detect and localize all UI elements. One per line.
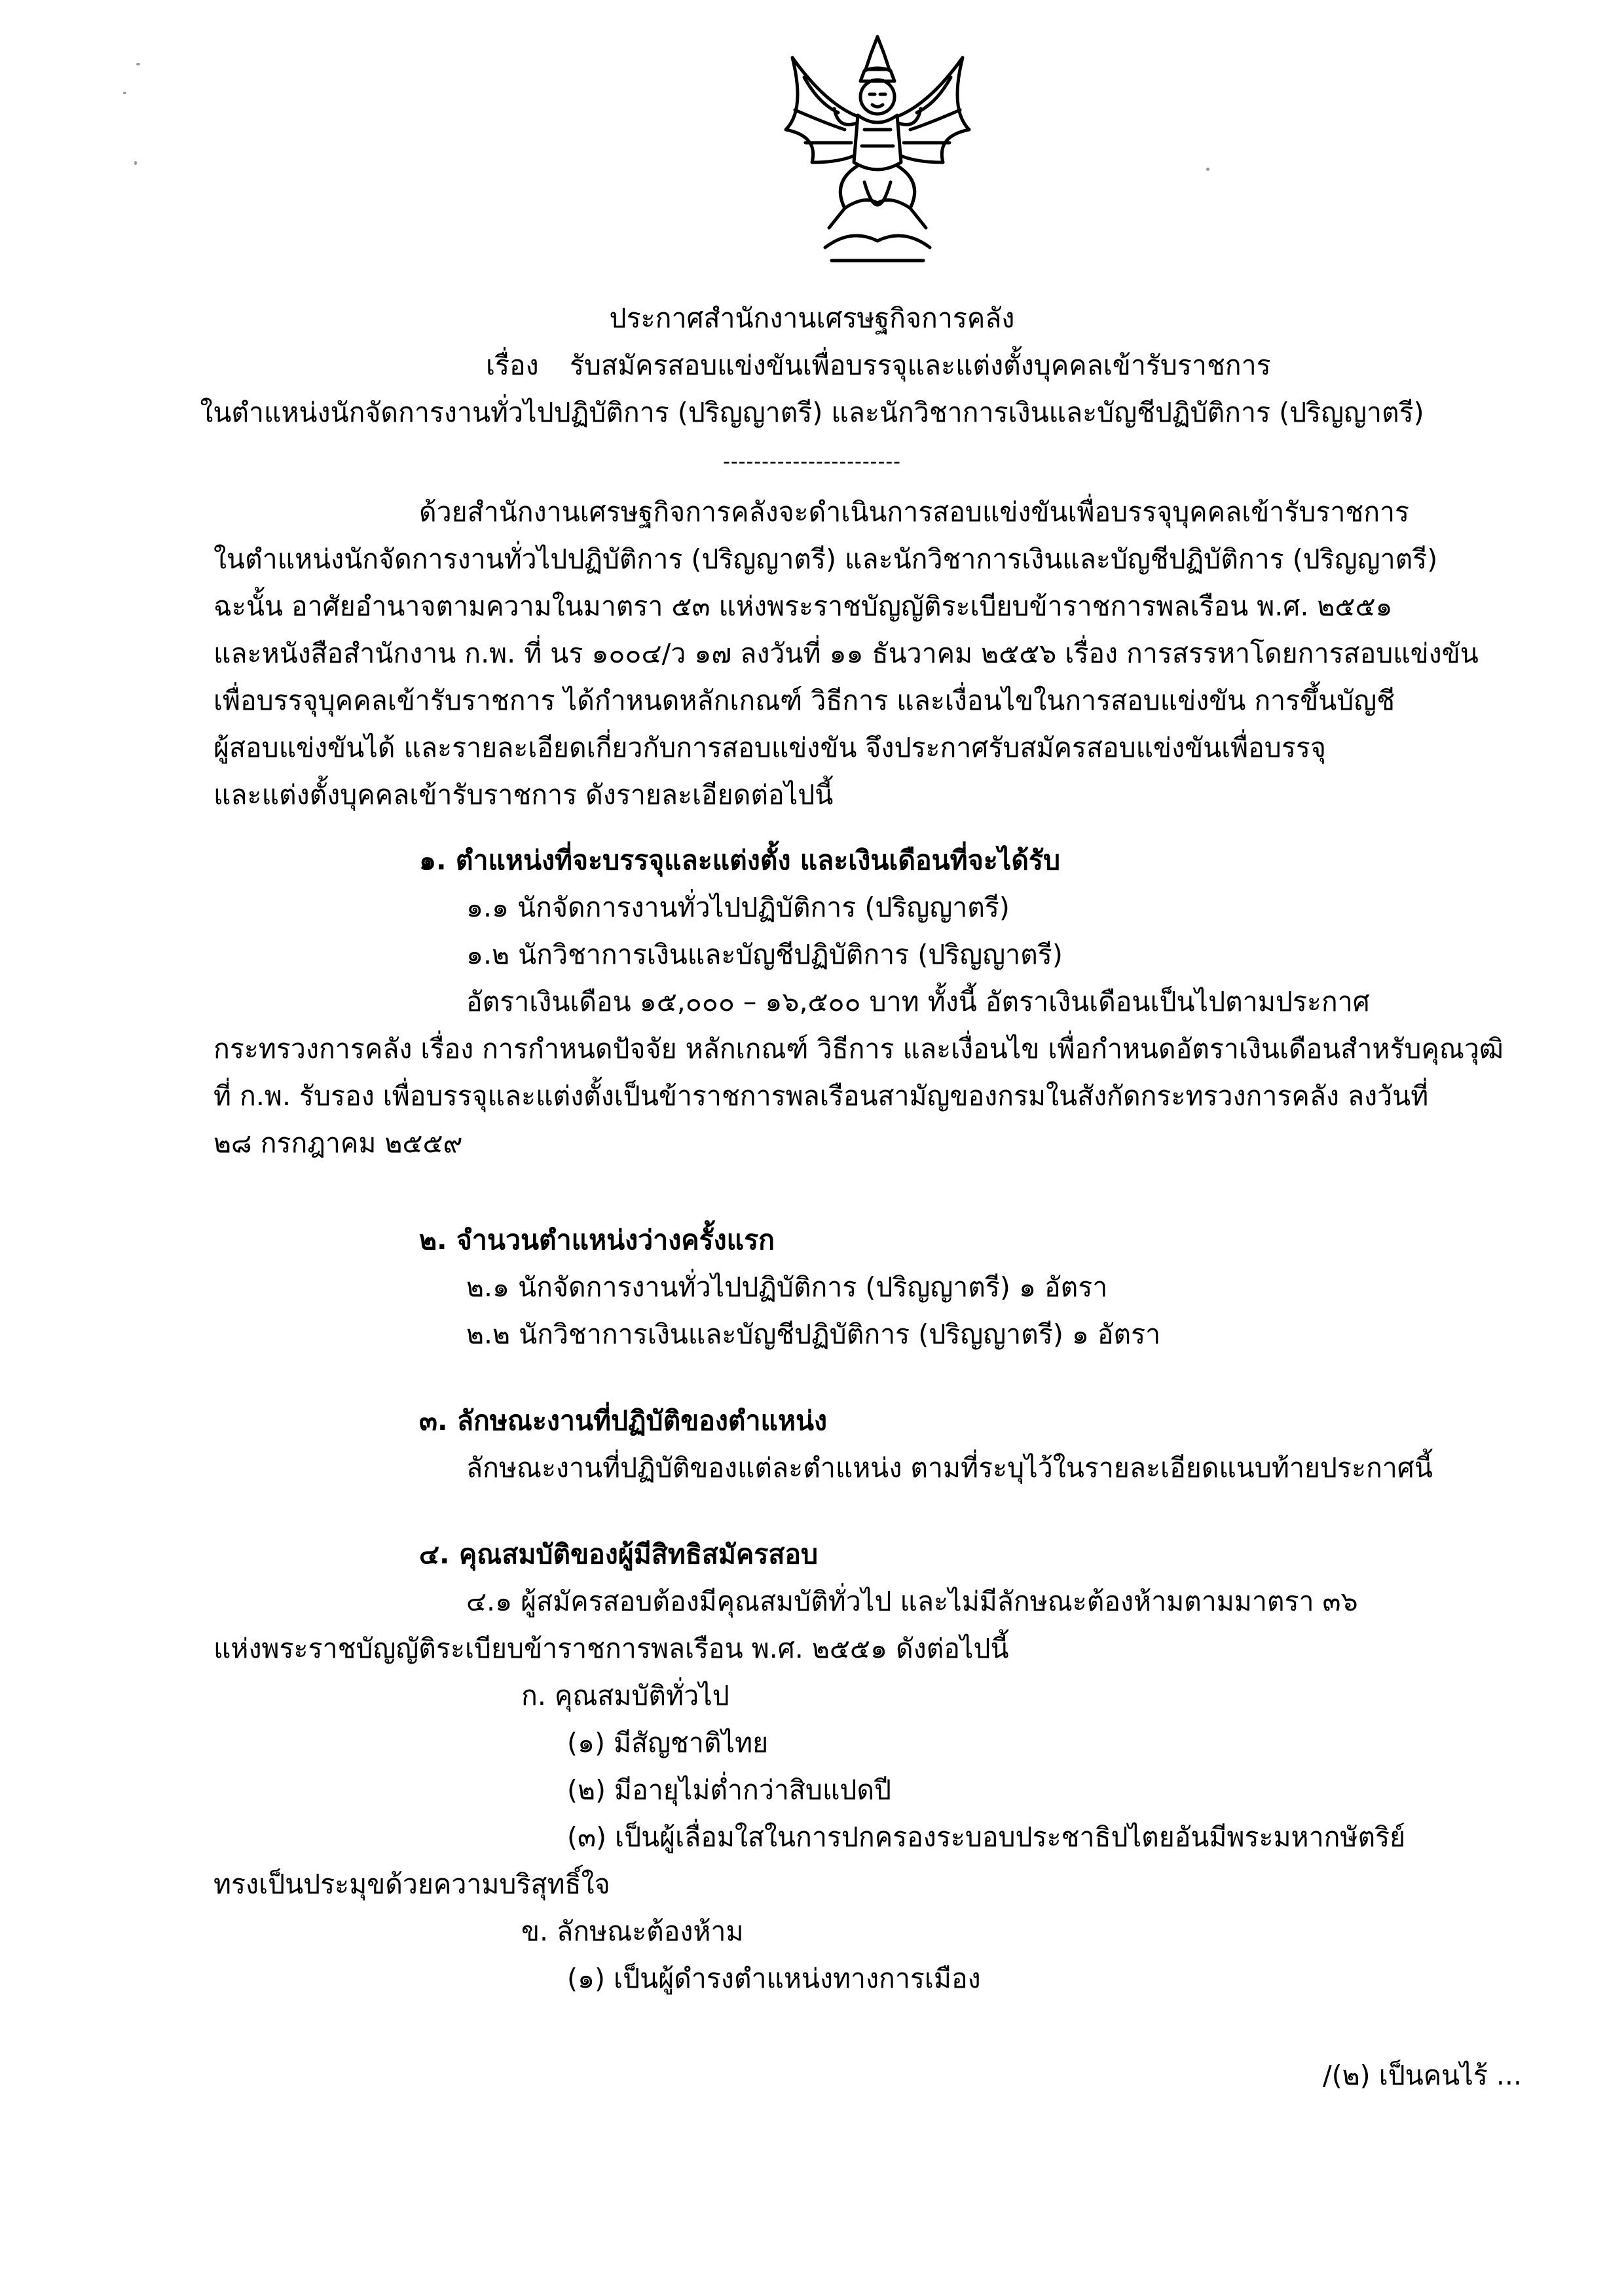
- intro-line: ฉะนั้น อาศัยอำนาจตามความในมาตรา ๕๓ แห่งพระราชบัญญัติระเบียบข้าราชการพลเรือน พ.ศ. ๒๕๕๑: [213, 591, 1393, 622]
- prohibited-item: (๑) เป็นผู้ดำรงตำแหน่งทางการเมือง: [567, 1963, 981, 1994]
- qualification-item: (๑) มีสัญชาติไทย: [567, 1727, 769, 1758]
- salary-line: ๒๘ กรกฎาคม ๒๕๕๙: [213, 1127, 463, 1159]
- scan-speck: [136, 63, 140, 65]
- intro-line: ด้วยสำนักงานเศรษฐกิจการคลังจะดำเนินการสอบแข่งขันเพื่อบรรจุบุคคลเข้ารับราชการ: [419, 496, 1410, 528]
- intro-line: ในตำแหน่งนักจัดการงานทั่วไปปฏิบัติการ (ปริญญาตรี) และนักวิชาการเงินและบัญชีปฏิบัติการ (ปริญญาตรี): [213, 543, 1438, 575]
- announcement-title: ประกาศสำนักงานเศรษฐกิจการคลัง: [609, 302, 1015, 334]
- salary-line: อัตราเงินเดือน ๑๕,๐๐๐ – ๑๖,๕๐๐ บาท ทั้งนี้ อัตราเงินเดือนเป็นไปตามประกาศ: [466, 986, 1370, 1017]
- section-4-heading: ๔. คุณสมบัติของผู้มีสิทธิสมัครสอบ: [419, 1539, 819, 1570]
- section-2-heading: ๒. จำนวนตำแหน่งว่างครั้งแรก: [419, 1224, 775, 1256]
- subject-text: รับสมัครสอบแข่งขันเพื่อบรรจุและแต่งตั้งบุคคลเข้ารับราชการ: [570, 350, 1271, 381]
- section-3-body: ลักษณะงานที่ปฏิบัติของแต่ละตำแหน่ง ตามที่ระบุไว้ในรายละเอียดแนบท้ายประกาศนี้: [466, 1452, 1433, 1484]
- scan-speck: [134, 161, 137, 165]
- intro-line: ผู้สอบแข่งขันได้ และรายละเอียดเกี่ยวกับการสอบแข่งขัน จึงประกาศรับสมัครสอบแข่งขันเพื่อบรรจุ: [213, 732, 1326, 763]
- subject-label: เรื่อง: [486, 350, 539, 381]
- section-1-item-2: ๑.๒ นักวิชาการเงินและบัญชีปฏิบัติการ (ปริญญาตรี): [466, 939, 1063, 970]
- qualification-item: (๒) มีอายุไม่ต่ำกว่าสิบแปดปี: [567, 1774, 892, 1806]
- salary-line: ที่ ก.พ. รับรอง เพื่อบรรจุและแต่งตั้งเป็นข้าราชการพลเรือนสามัญของกรมในสังกัดกระทรวงการคลัง ลงวันที่: [213, 1080, 1429, 1112]
- section-1-heading: ๑. ตำแหน่งที่จะบรรจุและแต่งตั้ง และเงินเดือนที่จะได้รับ: [419, 845, 1061, 876]
- salary-line: กระทรวงการคลัง เรื่อง การกำหนดปัจจัย หลักเกณฑ์ วิธีการ และเงื่อนไข เพื่อกำหนดอัตราเงินเดือนสำหรับคุณวุฒิ: [213, 1033, 1504, 1065]
- section-2-item-2: ๒.๒ นักวิชาการเงินและบัญชีปฏิบัติการ (ปริญญาตรี) ๑ อัตรา: [466, 1319, 1161, 1350]
- garuda-emblem-icon: [766, 31, 989, 274]
- section-4-item-1: ๔.๑ ผู้สมัครสอบต้องมีคุณสมบัติทั่วไป และไม่มีลักษณะต้องห้ามตามมาตรา ๓๖: [466, 1586, 1358, 1617]
- header-divider: -----------------------: [723, 450, 901, 473]
- section-4-item-1-cont: แห่งพระราชบัญญัติระเบียบข้าราชการพลเรือน พ.ศ. ๒๕๕๑ ดังต่อไปนี้: [213, 1633, 1009, 1664]
- intro-line: และหนังสือสำนักงาน ก.พ. ที่ นร ๑๐๐๔/ว ๑๗ ลงวันที่ ๑๑ ธันวาคม ๒๕๕๖ เรื่อง การสรรหาโดยการสอบแข่งขัน: [213, 638, 1479, 669]
- subject-text-line2: ในตำแหน่งนักจัดการงานทั่วไปปฏิบัติการ (ปริญญาตรี) และนักวิชาการเงินและบัญชีปฏิบัติการ (ปริญญาตรี): [200, 397, 1424, 428]
- intro-line: และแต่งตั้งบุคคลเข้ารับราชการ ดังรายละเอียดต่อไปนี้: [213, 779, 834, 811]
- scan-speck: [123, 92, 126, 94]
- section-2-item-1: ๒.๑ นักจัดการงานทั่วไปปฏิบัติการ (ปริญญาตรี) ๑ อัตรา: [466, 1271, 1108, 1303]
- continuation-note: /(๒) เป็นคนไร้ ...: [1322, 2060, 1522, 2091]
- qualification-item: (๓) เป็นผู้เลื่อมใสในการปกครองระบอบประชาธิปไตยอันมีพระมหากษัตริย์: [567, 1821, 1406, 1853]
- intro-line: เพื่อบรรจุบุคคลเข้ารับราชการ ได้กำหนดหลักเกณฑ์ วิธีการ และเงื่อนไขในการสอบแข่งขัน การขึ้นบัญชี: [213, 685, 1395, 716]
- general-qualifications-heading: ก. คุณสมบัติทั่วไป: [521, 1680, 729, 1711]
- scan-speck: [1206, 168, 1209, 171]
- section-1-item-1: ๑.๑ นักจัดการงานทั่วไปปฏิบัติการ (ปริญญาตรี): [466, 892, 1010, 923]
- prohibited-characteristics-heading: ข. ลักษณะต้องห้าม: [521, 1916, 744, 1947]
- qualification-item-cont: ทรงเป็นประมุขด้วยความบริสุทธิ์ใจ: [213, 1868, 610, 1900]
- section-3-heading: ๓. ลักษณะงานที่ปฏิบัติของตำแหน่ง: [419, 1405, 828, 1436]
